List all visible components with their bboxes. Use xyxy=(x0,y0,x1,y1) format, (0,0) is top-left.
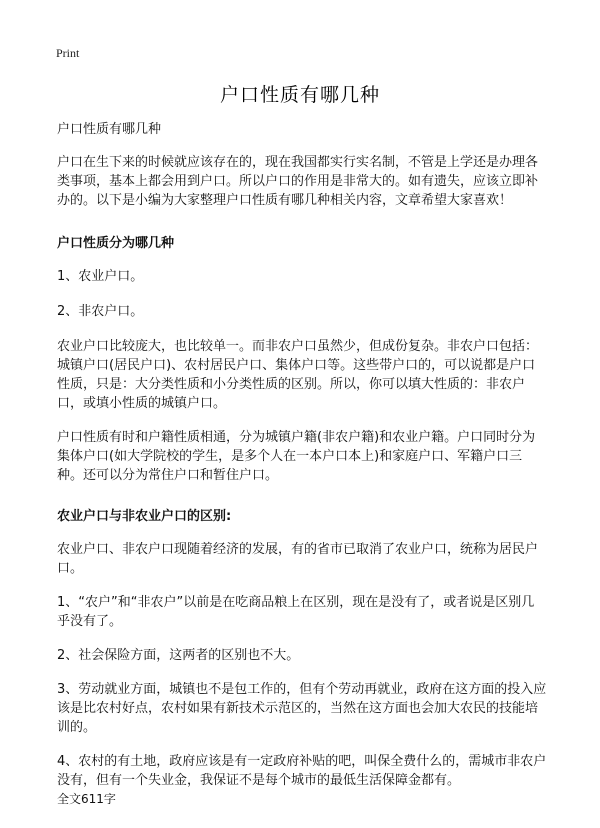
list-item: 1、“农户”和“非农户”以前是在吃商品粮上在区别，现在是没有了，或者说是区别几乎没有了。 xyxy=(57,595,535,629)
list-item: 3、劳动就业方面，城镇也不是包工作的，但有个劳动再就业，政府在这方面的投入应该是比农村好点，农村如果有新技术示范区的，当然在这方面也会加大农民的技能培训的。 xyxy=(57,682,547,735)
article-body xyxy=(57,120,547,805)
list-item: 4、农村的有土地，政府应该是有一定政府补贴的吧，叫保全费什么的，需城市非农户没有，但有一个失业金，我保证不是每个城市的最低生活保障金都有。 xyxy=(57,754,547,788)
list-item: 1、农业户口。 xyxy=(57,269,144,284)
body-paragraph: 户口性质有时和户籍性质相通，分为城镇户籍(非农户籍)和农业户籍。户口同时分为集体户口(如大学院校的学生，是多个人在一本户口本上)和家庭户口、军籍户口三种。还可以分为常住户口和暂住户口。 xyxy=(57,430,536,483)
word-count: 全文611字 xyxy=(57,792,116,806)
article-title: 户口性质有哪几种 xyxy=(219,84,380,106)
body-paragraph: 农业户口、非农户口现随着经济的发展，有的省市已取消了农业户口，统称为居民户口。 xyxy=(57,542,539,576)
body-paragraph: 农业户口比较庞大，也比较单一。而非农户口虽然少，但成份复杂。非农户口包括：城镇户口(居民户口)、农村居民户口、集体户口等。这些带户口的，可以说都是户口性质，只是：大分类性质和小分类性质的区别。所以，你可以填大性质的：非农户口，或填小性质的城镇户口。 xyxy=(57,339,539,411)
list-item: 2、非农户口。 xyxy=(57,304,144,319)
article-subtitle: 户口性质有哪几种 xyxy=(57,122,162,137)
list-item: 2、社会保险方面，这两者的区别也不大。 xyxy=(57,648,300,663)
intro-paragraph: 户口在生下来的时候就应该存在的，现在我国都实行实名制，不管是上学还是办理各类事项，基本上都会用到户口。所以户口的作用是非常大的。如有遗失，应该立即补办的。以下是小编为大家整理户口性质有哪几种相关内容，文章希望大家喜欢！ xyxy=(57,155,539,208)
section-heading-differences: 农业户口与非农业户口的区别: xyxy=(57,509,232,524)
print-label: Print xyxy=(56,46,80,60)
section-heading-types: 户口性质分为哪几种 xyxy=(57,236,175,251)
